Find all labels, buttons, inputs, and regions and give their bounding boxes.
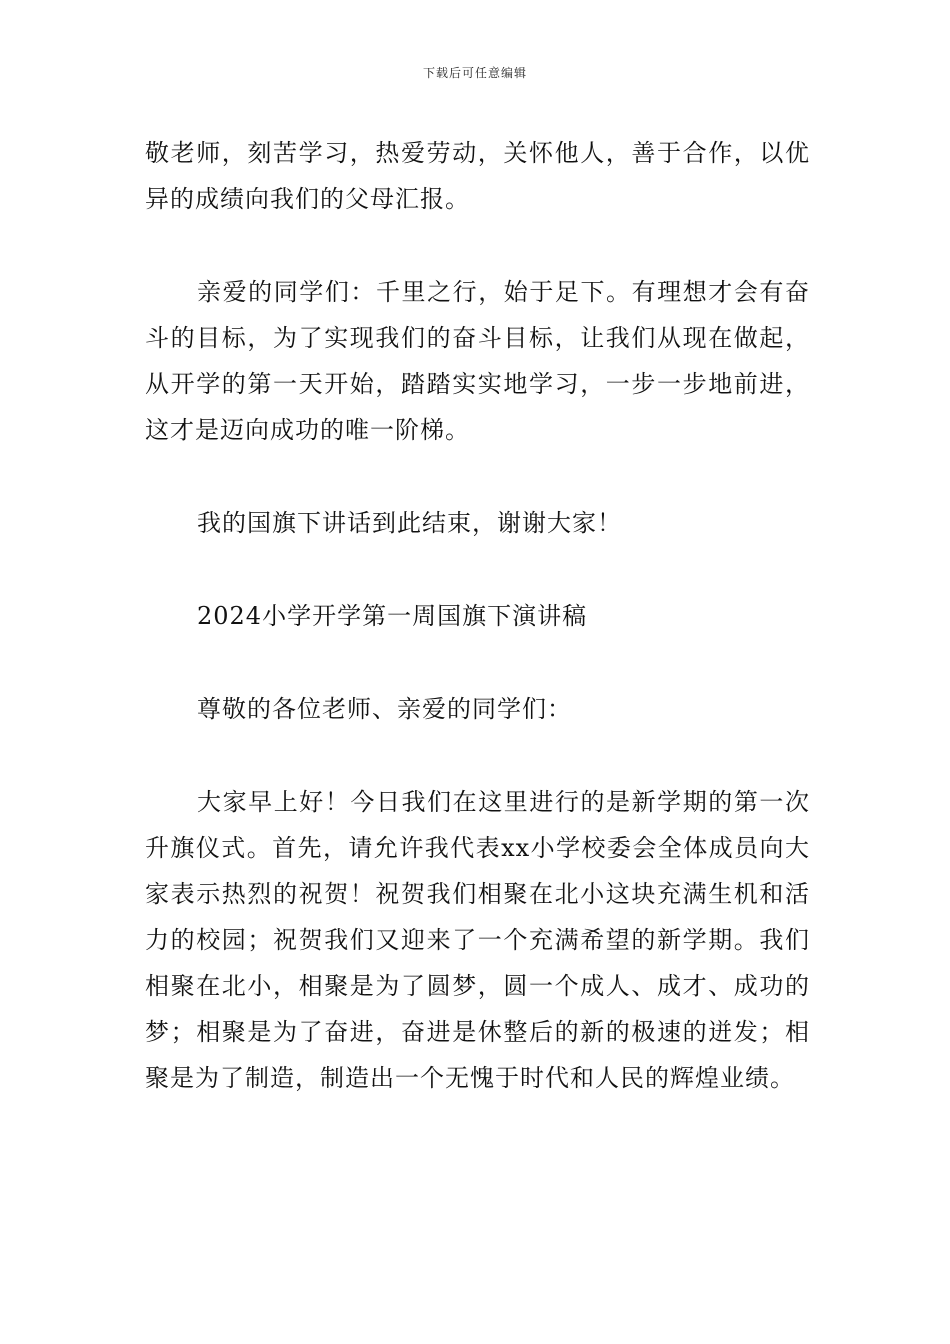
paragraph-greeting: 大家早上好！今日我们在这里进行的是新学期的第一次升旗仪式。首先，请允许我代表xx小学校委会全体成员向大家表示热烈的祝贺！祝贺我们相聚在北小这块充满生机和活力的校园；祝贺我们又迎来了一个充满希望的新学期。我们相聚在北小，相聚是为了圆梦，圆一个成人、成才、成功的梦；相聚是为了奋进，奋进是休整后的新的极速的迸发；相聚是为了制造，制造出一个无愧于时代和人民的辉煌业绩。 [145, 788, 810, 1092]
document-body [145, 130, 810, 1101]
speech-title: 2024小学开学第一周国旗下演讲稿 [197, 602, 588, 630]
salutation: 尊敬的各位老师、亲爱的同学们： [197, 695, 572, 723]
page-header-note: 下载后可任意编辑 [422, 66, 527, 80]
paragraph-closing: 我的国旗下讲话到此结束，谢谢大家！ [197, 509, 622, 537]
paragraph-encouragement: 亲爱的同学们：千里之行，始于足下。有理想才会有奋斗的目标，为了实现我们的奋斗目标，让我们从现在做起，从开学的第一天开始，踏踏实实地学习，一步一步地前进，这才是迈向成功的唯一阶梯。 [145, 278, 810, 444]
paragraph-continuation: 敬老师，刻苦学习，热爱劳动，关怀他人，善于合作，以优异的成绩向我们的父母汇报。 [145, 139, 810, 213]
